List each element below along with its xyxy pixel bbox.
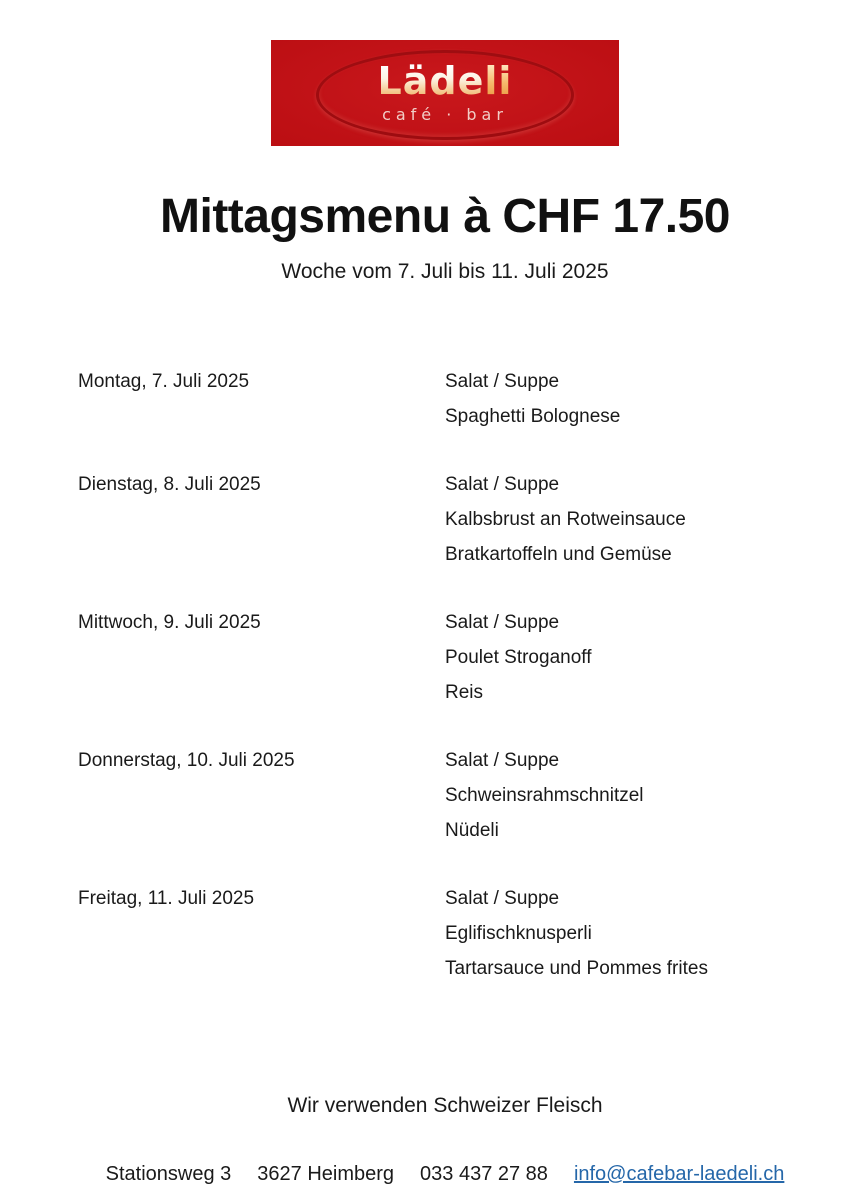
weekly-menu	[78, 364, 812, 986]
swiss-meat-note: Wir verwenden Schweizer Fleisch	[287, 1094, 603, 1117]
menu-day-date: Dienstag, 8. Juli 2025	[78, 473, 261, 495]
menu-dish: Salat / Suppe	[445, 473, 560, 495]
menu-day-row	[78, 364, 812, 434]
menu-dish: Salat / Suppe	[445, 611, 560, 633]
menu-day-date: Donnerstag, 10. Juli 2025	[78, 749, 295, 771]
menu-dish: Salat / Suppe	[445, 887, 560, 909]
week-subtitle: Woche vom 7. Juli bis 11. Juli 2025	[281, 259, 609, 283]
menu-day-date: Mittwoch, 9. Juli 2025	[78, 611, 261, 633]
menu-day-row	[78, 467, 812, 572]
menu-dish: Poulet Stroganoff	[445, 646, 592, 668]
menu-dish: Salat / Suppe	[445, 370, 560, 392]
city-text: 3627 Heimberg	[257, 1163, 395, 1185]
phone-text: 033 437 27 88	[420, 1163, 548, 1185]
menu-day-date: Freitag, 11. Juli 2025	[78, 887, 255, 909]
address-text: Stationsweg 3	[105, 1163, 232, 1185]
menu-dish: Salat / Suppe	[445, 749, 560, 771]
email-link[interactable]: info@cafebar-laedeli.ch	[573, 1163, 785, 1185]
logo-wordmark	[377, 59, 513, 103]
menu-dish: Schweinsrahmschnitzel	[445, 784, 644, 806]
menu-day-dishes	[445, 364, 812, 434]
contact-line	[78, 1163, 812, 1186]
menu-dish: Kalbsbrust an Rotweinsauce	[445, 508, 686, 530]
cafe-logo	[271, 40, 619, 146]
menu-dish: Reis	[445, 681, 484, 703]
menu-day-row	[78, 881, 812, 986]
menu-day-dishes	[445, 605, 812, 710]
logo-wordmark-light-part: Läde	[377, 59, 485, 103]
menu-dish: Bratkartoffeln und Gemüse	[445, 543, 672, 565]
logo-tagline: café · bar	[382, 105, 508, 124]
menu-dish: Tartarsauce und Pommes frites	[445, 957, 708, 979]
menu-day-dishes	[445, 467, 812, 572]
menu-dish: Eglifischknusperli	[445, 922, 592, 944]
document-content	[78, 0, 812, 1019]
page-title: Mittagsmenu à CHF 17.50	[160, 190, 730, 243]
menu-dish: Nüdeli	[445, 819, 499, 841]
menu-day-row	[78, 743, 812, 848]
menu-dish: Spaghetti Bolognese	[445, 405, 621, 427]
menu-day-dishes	[445, 881, 812, 986]
menu-day-dishes	[445, 743, 812, 848]
logo-wordmark-orange-part: li	[484, 59, 513, 103]
menu-day-date: Montag, 7. Juli 2025	[78, 370, 250, 392]
menu-day-row	[78, 605, 812, 710]
